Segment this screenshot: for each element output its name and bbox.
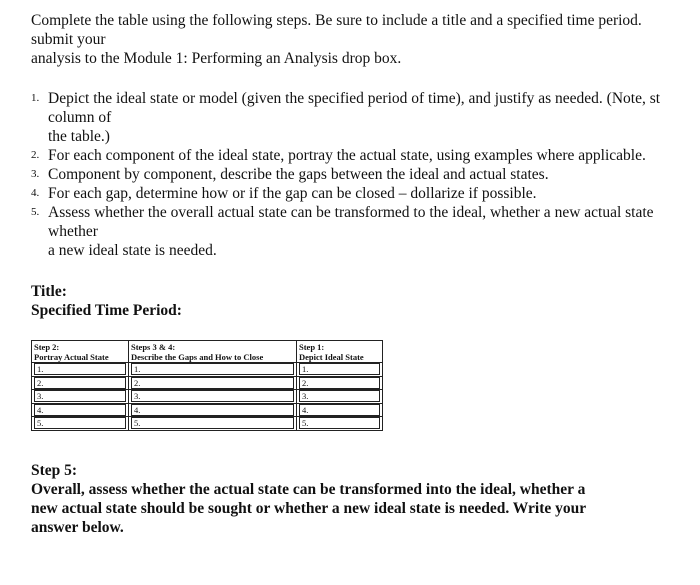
step-text: Depict the ideal state or model (given the specified period of time), and justify as needed. (Note, st bbox=[48, 90, 661, 107]
table-header-row bbox=[32, 341, 383, 363]
period-label: Specified Time Period: bbox=[31, 302, 182, 319]
title-block bbox=[31, 282, 182, 320]
step5-line: answer below. bbox=[31, 519, 124, 536]
step-text: Assess whether the overall actual state can be transformed to the ideal, whether a new actual state bbox=[48, 204, 654, 221]
title-label: Title: bbox=[31, 283, 67, 300]
table-cell bbox=[129, 363, 297, 377]
analysis-table bbox=[31, 340, 383, 431]
table-cell bbox=[32, 390, 129, 404]
intro-line: Complete the table using the following steps. Be sure to include a title and a specified time period. bbox=[31, 12, 642, 29]
step-number: 2. bbox=[31, 149, 40, 161]
table-cell bbox=[129, 417, 297, 431]
step-item-5 bbox=[31, 203, 700, 260]
intro-line: analysis to the Module 1: Performing an Analysis drop box. bbox=[31, 50, 402, 67]
table-cell bbox=[32, 403, 129, 417]
header-cell-ideal bbox=[297, 341, 383, 363]
cell-number: 5. bbox=[34, 417, 126, 429]
table-cell bbox=[297, 363, 383, 377]
step-item-1 bbox=[31, 89, 700, 146]
table-cell bbox=[129, 403, 297, 417]
table-cell bbox=[32, 376, 129, 390]
intro-line: submit your bbox=[31, 31, 106, 48]
step-number: 3. bbox=[31, 168, 40, 180]
step5-line: new actual state should be sought or whether a new ideal state is needed. Write your bbox=[31, 500, 587, 517]
table-cell bbox=[129, 376, 297, 390]
cell-number: 3. bbox=[34, 390, 126, 402]
cell-number: 2. bbox=[299, 377, 380, 389]
step-number: 1. bbox=[31, 92, 40, 104]
header-step: Step 1: bbox=[299, 342, 325, 352]
step-item-4 bbox=[31, 184, 700, 203]
step-continuation: column of bbox=[48, 109, 112, 126]
table-cell bbox=[297, 390, 383, 404]
table-row bbox=[32, 376, 383, 390]
cell-number: 1. bbox=[34, 363, 126, 375]
step5-line: Overall, assess whether the actual state can be transformed into the ideal, whether a bbox=[31, 481, 586, 498]
table-row bbox=[32, 417, 383, 431]
table-cell bbox=[32, 363, 129, 377]
cell-number: 4. bbox=[299, 404, 380, 416]
cell-number: 5. bbox=[131, 417, 294, 429]
cell-number: 2. bbox=[34, 377, 126, 389]
header-label: Portray Actual State bbox=[34, 352, 109, 362]
step5-block bbox=[31, 461, 631, 537]
steps-list bbox=[31, 89, 700, 260]
table-cell bbox=[129, 390, 297, 404]
intro-paragraph bbox=[31, 11, 691, 68]
table-row bbox=[32, 363, 383, 377]
cell-number: 2. bbox=[131, 377, 294, 389]
header-label: Depict Ideal State bbox=[299, 352, 364, 362]
header-cell-gaps bbox=[129, 341, 297, 363]
cell-number: 4. bbox=[131, 404, 294, 416]
table-cell bbox=[297, 376, 383, 390]
step-continuation: the table.) bbox=[48, 128, 110, 145]
cell-number: 5. bbox=[299, 417, 380, 429]
cell-number: 1. bbox=[131, 363, 294, 375]
step-item-3 bbox=[31, 165, 700, 184]
table-cell bbox=[297, 417, 383, 431]
table-cell bbox=[297, 403, 383, 417]
cell-number: 3. bbox=[299, 390, 380, 402]
table-row bbox=[32, 403, 383, 417]
step5-heading: Step 5: bbox=[31, 462, 78, 479]
step-text: For each component of the ideal state, portray the actual state, using examples where applicable. bbox=[48, 147, 646, 164]
step-text: For each gap, determine how or if the gap can be closed – dollarize if possible. bbox=[48, 185, 537, 202]
step-number: 5. bbox=[31, 206, 40, 218]
cell-number: 3. bbox=[131, 390, 294, 402]
table-row bbox=[32, 390, 383, 404]
cell-number: 1. bbox=[299, 363, 380, 375]
header-step: Steps 3 & 4: bbox=[131, 342, 176, 352]
step-number: 4. bbox=[31, 187, 40, 199]
step-continuation: whether bbox=[48, 223, 98, 240]
table-cell bbox=[32, 417, 129, 431]
cell-number: 4. bbox=[34, 404, 126, 416]
header-step: Step 2: bbox=[34, 342, 60, 352]
header-label: Describe the Gaps and How to Close bbox=[131, 352, 264, 362]
step-text: Component by component, describe the gaps between the ideal and actual states. bbox=[48, 166, 549, 183]
step-continuation: a new ideal state is needed. bbox=[48, 242, 217, 259]
step-item-2 bbox=[31, 146, 700, 165]
header-cell-actual bbox=[32, 341, 129, 363]
